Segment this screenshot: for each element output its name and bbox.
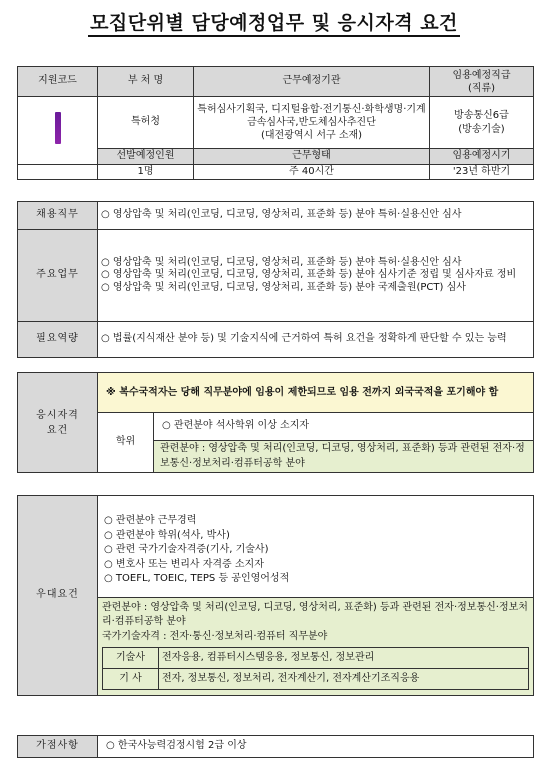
cert-value-1: 전자응용, 컴퓨터시스템응용, 정보통신, 정보관리: [159, 648, 529, 669]
degree-field: 관련분야 : 영상압축 및 처리(인코딩, 디코딩, 영상처리, 표준화) 등과 관련된 전자·정보통신·정보처리·컴퓨터공학 분야: [154, 441, 534, 473]
preference-green-box: [98, 597, 533, 696]
header-grade: 임용예정직급 (직류): [430, 67, 534, 97]
list-item: ○ 관련 국가기술자격증(기사, 기술사): [104, 544, 269, 555]
header-worktype: 근무형태: [194, 149, 430, 165]
preference-list: [98, 514, 533, 587]
list-item: ○ 관련분야 근무경력: [104, 515, 197, 526]
list-item: ○ 법률(지식재산 분야 등) 및 기술지식에 근거하여 특허 요건을 정확하게 판단할 수 있는 능력: [101, 333, 507, 345]
duties-table: [17, 201, 534, 358]
competency-content: [98, 322, 534, 358]
qualification-note: ※ 복수국적자는 당해 직무분야에 임용이 제한되므로 임용 전까지 외국국적을 포기해야 함: [98, 373, 534, 413]
cert-table: [102, 647, 529, 690]
list-item: ○ TOEFL, TOEIC, TEPS 등 공인영어성적: [104, 573, 290, 584]
degree-label: 학위: [98, 413, 154, 473]
degree-item: ○ 관련분야 석사학위 이상 소지자: [154, 413, 534, 441]
header-timing: 임용예정시기: [430, 149, 534, 165]
preference-table: [17, 495, 534, 696]
competency-label: 필요역량: [18, 322, 98, 358]
additional-table: [17, 735, 534, 758]
count-value: 1명: [98, 164, 194, 180]
list-item: ○ 영상압축 및 처리(인코딩, 디코딩, 영상처리, 표준화 등) 분야 심사기준 정립 및 심사자료 정비: [101, 269, 517, 281]
grade-value: 방송통신6급 (방송기술): [430, 97, 534, 149]
info-table: [17, 66, 534, 180]
cert-label-2: 기 사: [103, 669, 159, 690]
duties-content: [98, 202, 534, 230]
preference-label: 우대요건: [18, 496, 98, 696]
ministry-value: 특허청: [98, 97, 194, 149]
list-item: ○ 관련분야 학위(석사, 박사): [104, 529, 230, 541]
timing-value: '23년 하반기: [430, 164, 534, 180]
cert-label-1: 기술사: [103, 648, 159, 669]
cert-note: 국가기술자격 : 전자·통신·정보처리·컴퓨터 직무분야: [102, 630, 328, 642]
list-item: ○ 영상압축 및 처리(인코딩, 디코딩, 영상처리, 표준화 등) 분야 국제출원(PCT) 심사: [101, 281, 466, 293]
code-mark-cell-bottom: [18, 164, 98, 180]
additional-content: ○ 한국사능력검정시험 2급 이상: [98, 736, 534, 758]
institution-name: 특허심사기획국, 디지털융합·전기통신·화학생명·기계금속심사국,반도체심사추진단: [197, 104, 426, 128]
mainwork-content: [98, 230, 534, 322]
field-note: 관련분야 : 영상압축 및 처리(인코딩, 디코딩, 영상처리, 표준화) 등과 관련된 전자·정보통신·정보처리·컴퓨터공학 분야: [102, 601, 528, 627]
header-ministry: 부 처 명: [98, 67, 194, 97]
preference-content: [98, 496, 534, 696]
institution-location: (대전광역시 서구 소재): [260, 130, 363, 141]
worktype-value: 주 40시간: [194, 164, 430, 180]
institution-value: [194, 97, 430, 149]
list-item: ○ 영상압축 및 처리(인코딩, 디코딩, 영상처리, 표준화 등) 분야 특허·실용신안 심사: [101, 256, 462, 268]
additional-label: 가점사항: [18, 736, 98, 758]
page-title: 모집단위별 담당예정업무 및 응시자격 요건: [0, 12, 548, 36]
code-mark: [55, 112, 61, 144]
list-item: ○ 변호사 또는 변리사 자격증 소지자: [104, 558, 264, 570]
cert-value-2: 전자, 정보통신, 정보처리, 전자계산기, 전자계산기조직응용: [159, 669, 529, 690]
mainwork-label: 주요업무: [18, 230, 98, 322]
list-item: ○ 영상압축 및 처리(인코딩, 디코딩, 영상처리, 표준화 등) 분야 특허·실용신안 심사: [101, 209, 462, 221]
qualification-table: [17, 372, 534, 473]
qualification-label: 응시자격 요건: [18, 373, 98, 473]
header-code: 지원코드: [18, 67, 98, 97]
header-count: 선발예정인원: [98, 149, 194, 165]
code-mark-cell: [18, 97, 98, 165]
duties-label: 채용직무: [18, 202, 98, 230]
header-institution: 근무예정기관: [194, 67, 430, 97]
